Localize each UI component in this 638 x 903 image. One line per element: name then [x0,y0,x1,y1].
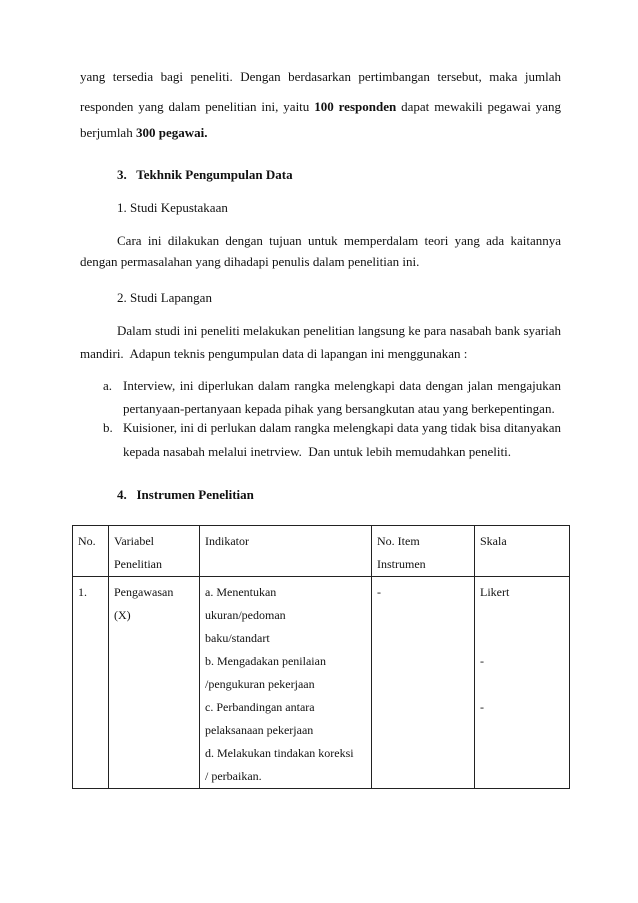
indikator-line: / perbaikan. [205,769,262,783]
studi-kepustakaan-title: 1. Studi Kepustakaan [117,200,228,215]
indikator-line: ukuran/pedoman [205,608,286,622]
section-3-heading: 3. Tekhnik Pengumpulan Data [117,167,293,182]
indikator-line: c. Perbandingan antara [205,700,315,714]
header-variabel [109,526,200,577]
instrument-table [72,525,570,789]
studi-lapangan-line-1: Dalam studi ini peneliti melakukan penelitian langsung ke para nasabah bank syariah [117,323,561,338]
list-marker-b: b. [103,420,113,435]
skala-line [480,604,564,627]
row-variabel: Pengawasan [114,585,174,599]
respondent-count: 100 responden [314,99,397,114]
employee-count: 300 pegawai. [135,125,208,140]
studi-kepustakaan-line-2: dengan permasalahan yang dihadapi penulis dalam penelitian ini. [80,254,420,269]
intro-line-2-text: responden yang dalam penelitian ini, yaitu [80,99,315,114]
cell-item [372,577,475,789]
header-item [372,526,475,577]
skala-line: Likert [480,585,510,599]
header-skala [475,526,570,577]
header-item-label: No. Item [377,534,420,548]
header-indikator [200,526,372,577]
header-indikator-label: Indikator [205,534,249,548]
header-item-label-2: Instrumen [377,557,426,571]
studi-lapangan-line-2: mandiri. Adapun teknis pengumpulan data di lapangan ini menggunakan : [80,346,468,361]
list-marker-a: a. [103,378,113,393]
indikator-line: d. Melakukan tindakan koreksi [205,746,354,760]
intro-line-1: yang tersedia bagi peneliti. Dengan berdasarkan pertimbangan tersebut, maka jumlah [80,69,561,84]
row-variabel-2: (X) [114,608,131,622]
table-row [73,577,570,789]
header-variabel-label: Variabel [114,534,154,548]
header-variabel-label-2: Penelitian [114,557,162,571]
intro-line-2 [80,99,561,115]
indikator-line: a. Menentukan [205,585,277,599]
indikator-line: baku/standart [205,631,270,645]
studi-kepustakaan-line-1: Cara ini dilakukan dengan tujuan untuk memperdalam teori yang ada kaitannya [117,233,561,248]
intro-line-3-text: berjumlah [80,125,136,140]
interview-line-1: Interview, ini diperlukan dalam rangka melengkapi data dengan jalan mengajukan [123,378,561,393]
kuisioner-line-2: kepada nasabah melalui inetrview. Dan untuk lebih memudahkan peneliti. [123,444,511,459]
header-skala-label: Skala [480,534,507,548]
indikator-line: b. Mengadakan penilaian [205,654,326,668]
indikator-line: /pengukuran pekerjaan [205,677,315,691]
skala-line [480,627,564,650]
cell-no [73,577,109,789]
row-item: - [377,585,381,599]
skala-line: - [480,654,484,668]
interview-line-2: pertanyaan-pertanyaan kepada pihak yang bersangkutan atau yang berkepentingan. [123,401,555,416]
indikator-line: pelaksanaan pekerjaan [205,723,314,737]
kuisioner-line-1: Kuisioner, ini di perlukan dalam rangka melengkapi data yang tidak bisa ditanyakan [123,420,561,435]
intro-line-3 [80,125,207,141]
skala-line: - [480,700,484,714]
section-4-heading: 4. Instrumen Penelitian [117,487,254,502]
table-header-row [73,526,570,577]
cell-skala [475,577,570,789]
header-no [73,526,109,577]
row-no: 1. [78,585,87,599]
cell-variabel [109,577,200,789]
cell-indikator [200,577,372,789]
header-no-label: No. [78,534,96,548]
skala-line [480,673,564,696]
intro-line-2-text-end: dapat mewakili pegawai yang [396,99,561,114]
studi-lapangan-title: 2. Studi Lapangan [117,290,212,305]
